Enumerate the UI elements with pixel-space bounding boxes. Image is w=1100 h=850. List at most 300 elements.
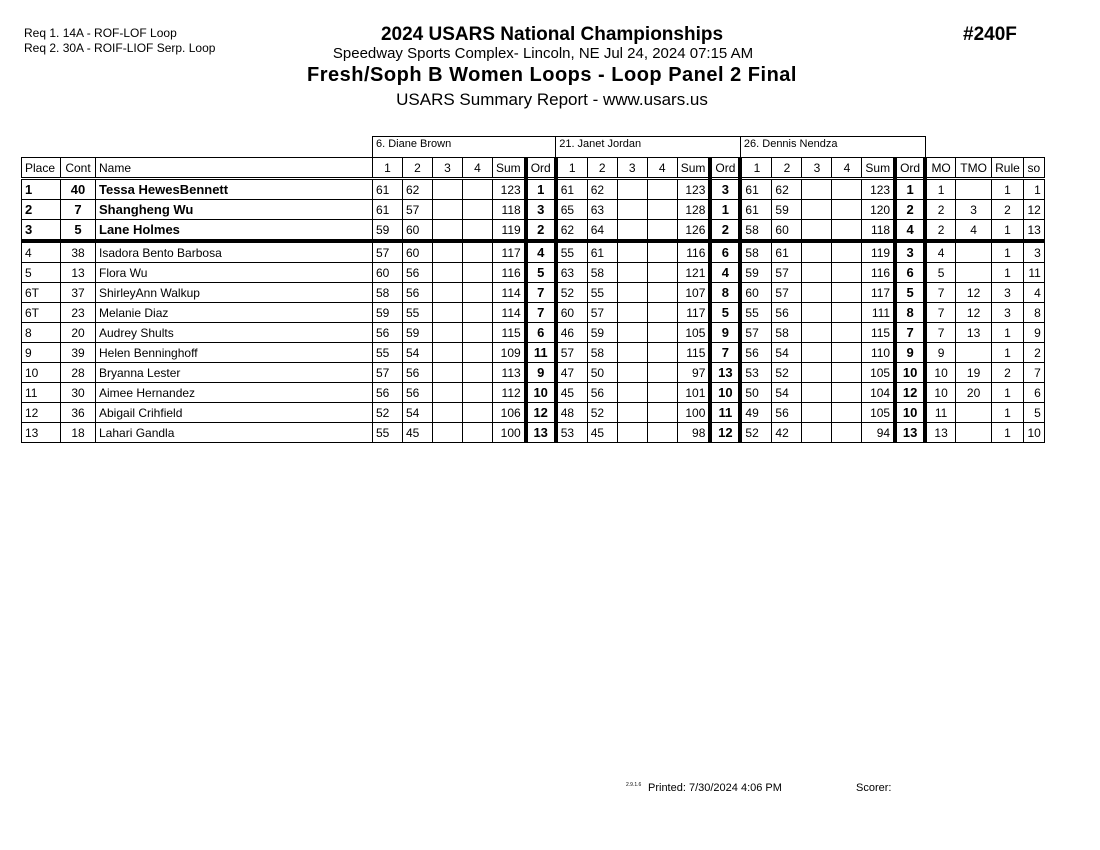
place-cell: 5	[22, 263, 61, 283]
judge-2-score-1: 52	[556, 283, 588, 303]
table-row	[22, 303, 1045, 323]
rule-cell: 3	[992, 283, 1024, 303]
place-cell: 10	[22, 363, 61, 383]
tmo-cell	[956, 263, 992, 283]
judge-3-sum: 117	[862, 283, 895, 303]
judge-3-score-4	[832, 241, 862, 263]
judge-3-score-3	[802, 241, 832, 263]
judge-3-ordinal: 10	[895, 403, 925, 423]
rule-cell: 1	[992, 323, 1024, 343]
judge-1-score-2: 56	[403, 283, 433, 303]
blank-cell	[22, 137, 373, 158]
col-j3-s3: 3	[802, 158, 832, 179]
cont-cell: 5	[61, 220, 96, 242]
rule-cell: 3	[992, 303, 1024, 323]
judge-3-score-2: 54	[772, 383, 802, 403]
printed-timestamp: Printed: 7/30/2024 4:06 PM	[648, 782, 782, 794]
judge-2-score-1: 60	[556, 303, 588, 323]
judge-1-sum: 114	[493, 283, 526, 303]
judge-2-score-1: 57	[556, 343, 588, 363]
cont-cell: 39	[61, 343, 96, 363]
mo-cell: 2	[925, 200, 956, 220]
judge-2-ordinal: 10	[710, 383, 740, 403]
judge-2-score-3	[617, 200, 647, 220]
judge-3-score-4	[832, 363, 862, 383]
judge-1-score-2: 54	[403, 403, 433, 423]
cont-cell: 38	[61, 241, 96, 263]
cont-cell: 40	[61, 179, 96, 200]
judge-2-score-2: 52	[587, 403, 617, 423]
judge-2-score-1: 65	[556, 200, 588, 220]
name-cell: Melanie Diaz	[96, 303, 373, 323]
table-row	[22, 179, 1045, 200]
judge-3-ordinal: 5	[895, 283, 925, 303]
judge-3-score-2: 58	[772, 323, 802, 343]
judge-1-score-1: 56	[373, 323, 403, 343]
judge-1-sum: 117	[493, 241, 526, 263]
judge-2-score-4	[647, 283, 677, 303]
judge-2-sum: 117	[677, 303, 710, 323]
tmo-cell: 4	[956, 220, 992, 242]
judge-3-ordinal: 2	[895, 200, 925, 220]
rule-cell: 1	[992, 220, 1024, 242]
judge-1-sum: 106	[493, 403, 526, 423]
judge-1-score-4	[463, 241, 493, 263]
judge-2-score-2: 50	[587, 363, 617, 383]
col-j3-ord: Ord	[895, 158, 925, 179]
judge-2-score-3	[617, 323, 647, 343]
page-title: 2024 USARS National Championships	[380, 24, 724, 45]
mo-cell: 7	[925, 303, 956, 323]
judge-3-score-4	[832, 283, 862, 303]
judge-2-sum: 128	[677, 200, 710, 220]
judge-1-score-2: 62	[403, 179, 433, 200]
judge-1-score-1: 55	[373, 343, 403, 363]
judge-3-ordinal: 7	[895, 323, 925, 343]
judge-2-score-3	[617, 241, 647, 263]
judge-3-score-4	[832, 383, 862, 403]
judge-2-sum: 100	[677, 403, 710, 423]
name-cell: Bryanna Lester	[96, 363, 373, 383]
table-row	[22, 403, 1045, 423]
tmo-cell: 12	[956, 283, 992, 303]
col-tmo: TMO	[956, 158, 992, 179]
judge-2-score-1: 62	[556, 220, 588, 242]
judge-1-ordinal: 5	[526, 263, 556, 283]
judge-3-score-1: 60	[740, 283, 772, 303]
judge-3-sum: 116	[862, 263, 895, 283]
tmo-cell	[956, 241, 992, 263]
judge-1-score-4	[463, 283, 493, 303]
so-cell: 7	[1023, 363, 1044, 383]
cont-cell: 7	[61, 200, 96, 220]
tmo-cell	[956, 423, 992, 443]
judge-1-sum: 114	[493, 303, 526, 323]
judge-2-ordinal: 13	[710, 363, 740, 383]
judge-1-score-1: 56	[373, 383, 403, 403]
col-rule: Rule	[992, 158, 1024, 179]
judge-1-score-2: 60	[403, 220, 433, 242]
place-cell: 8	[22, 323, 61, 343]
judge-3-score-2: 60	[772, 220, 802, 242]
so-cell: 4	[1023, 283, 1044, 303]
name-cell: Tessa HewesBennett	[96, 179, 373, 200]
judge-3-score-1: 61	[740, 200, 772, 220]
name-cell: Lahari Gandla	[96, 423, 373, 443]
rule-cell: 1	[992, 423, 1024, 443]
judge-1-score-3	[433, 220, 463, 242]
tmo-cell	[956, 179, 992, 200]
judge-3-name: 26. Dennis Nendza	[740, 137, 925, 158]
judge-1-score-1: 55	[373, 423, 403, 443]
judge-2-score-3	[617, 423, 647, 443]
place-cell: 4	[22, 241, 61, 263]
judge-3-sum: 118	[862, 220, 895, 242]
name-cell: Aimee Hernandez	[96, 383, 373, 403]
judge-header-row	[22, 137, 1045, 158]
judge-1-score-3	[433, 363, 463, 383]
judge-1-score-2: 45	[403, 423, 433, 443]
judge-3-score-3	[802, 343, 832, 363]
judge-3-sum: 123	[862, 179, 895, 200]
table-row	[22, 323, 1045, 343]
table-row	[22, 283, 1045, 303]
place-cell: 3	[22, 220, 61, 242]
judge-3-ordinal: 1	[895, 179, 925, 200]
tmo-cell	[956, 343, 992, 363]
col-j3-s2: 2	[772, 158, 802, 179]
judge-2-score-2: 55	[587, 283, 617, 303]
judge-2-sum: 123	[677, 179, 710, 200]
judge-3-score-1: 58	[740, 220, 772, 242]
so-cell: 13	[1023, 220, 1044, 242]
judge-2-score-4	[647, 383, 677, 403]
name-cell: Audrey Shults	[96, 323, 373, 343]
judge-3-score-4	[832, 263, 862, 283]
judge-2-score-3	[617, 179, 647, 200]
judge-2-score-3	[617, 343, 647, 363]
judge-1-ordinal: 7	[526, 303, 556, 323]
results-table	[21, 136, 1045, 443]
table-row	[22, 423, 1045, 443]
rule-cell: 1	[992, 343, 1024, 363]
mo-cell: 9	[925, 343, 956, 363]
judge-1-ordinal: 9	[526, 363, 556, 383]
so-cell: 11	[1023, 263, 1044, 283]
table-row	[22, 263, 1045, 283]
judge-2-score-2: 61	[587, 241, 617, 263]
judge-2-score-1: 61	[556, 179, 588, 200]
report-subtitle: USARS Summary Report - www.usars.us	[396, 90, 708, 109]
mo-cell: 10	[925, 363, 956, 383]
col-j2-s4: 4	[647, 158, 677, 179]
judge-1-score-1: 59	[373, 303, 403, 323]
judge-2-score-2: 62	[587, 179, 617, 200]
judge-1-score-2: 59	[403, 323, 433, 343]
judge-3-score-4	[832, 303, 862, 323]
judge-3-score-4	[832, 323, 862, 343]
judge-1-score-3	[433, 423, 463, 443]
col-name: Name	[96, 158, 373, 179]
mo-cell: 10	[925, 383, 956, 403]
judge-1-ordinal: 6	[526, 323, 556, 343]
judge-3-sum: 119	[862, 241, 895, 263]
judge-2-score-3	[617, 303, 647, 323]
judge-3-score-2: 62	[772, 179, 802, 200]
place-cell: 12	[22, 403, 61, 423]
col-j1-s4: 4	[463, 158, 493, 179]
col-j1-s3: 3	[433, 158, 463, 179]
judge-2-ordinal: 12	[710, 423, 740, 443]
judge-3-sum: 120	[862, 200, 895, 220]
judge-1-score-1: 61	[373, 179, 403, 200]
place-cell: 6T	[22, 283, 61, 303]
mo-cell: 5	[925, 263, 956, 283]
judge-3-score-2: 59	[772, 200, 802, 220]
mo-cell: 2	[925, 220, 956, 242]
judge-3-score-1: 55	[740, 303, 772, 323]
judge-1-ordinal: 1	[526, 179, 556, 200]
table-row	[22, 343, 1045, 363]
judge-1-name: 6. Diane Brown	[373, 137, 556, 158]
judge-1-score-3	[433, 343, 463, 363]
judge-1-score-4	[463, 403, 493, 423]
col-j3-s4: 4	[832, 158, 862, 179]
judge-1-ordinal: 13	[526, 423, 556, 443]
judge-3-score-1: 53	[740, 363, 772, 383]
cont-cell: 18	[61, 423, 96, 443]
judge-1-score-1: 59	[373, 220, 403, 242]
judge-3-score-4	[832, 343, 862, 363]
col-place: Place	[22, 158, 61, 179]
judge-3-score-3	[802, 323, 832, 343]
judge-2-score-1: 47	[556, 363, 588, 383]
table-row	[22, 241, 1045, 263]
judge-2-sum: 107	[677, 283, 710, 303]
name-cell: Shangheng Wu	[96, 200, 373, 220]
judge-2-score-4	[647, 200, 677, 220]
judge-1-score-2: 56	[403, 383, 433, 403]
mo-cell: 1	[925, 179, 956, 200]
col-j1-s2: 2	[403, 158, 433, 179]
judge-2-score-4	[647, 263, 677, 283]
judge-3-score-3	[802, 220, 832, 242]
judge-2-score-3	[617, 220, 647, 242]
judge-2-score-2: 58	[587, 263, 617, 283]
judge-1-score-2: 56	[403, 263, 433, 283]
judge-2-ordinal: 6	[710, 241, 740, 263]
judge-1-sum: 116	[493, 263, 526, 283]
judge-2-score-4	[647, 303, 677, 323]
judge-2-ordinal: 1	[710, 200, 740, 220]
judge-3-ordinal: 13	[895, 423, 925, 443]
place-cell: 1	[22, 179, 61, 200]
judge-1-score-2: 56	[403, 363, 433, 383]
judge-3-score-4	[832, 220, 862, 242]
judge-1-score-3	[433, 179, 463, 200]
judge-1-ordinal: 4	[526, 241, 556, 263]
judge-3-score-1: 59	[740, 263, 772, 283]
judge-3-score-3	[802, 179, 832, 200]
judge-1-score-2: 60	[403, 241, 433, 263]
table-row	[22, 220, 1045, 242]
cont-cell: 28	[61, 363, 96, 383]
blank-cell	[925, 137, 1044, 158]
judge-2-score-1: 46	[556, 323, 588, 343]
judge-1-score-3	[433, 241, 463, 263]
judge-2-score-3	[617, 283, 647, 303]
place-cell: 13	[22, 423, 61, 443]
judge-3-score-1: 56	[740, 343, 772, 363]
name-cell: Lane Holmes	[96, 220, 373, 242]
judge-1-score-4	[463, 200, 493, 220]
judge-2-score-4	[647, 343, 677, 363]
judge-3-score-2: 57	[772, 263, 802, 283]
col-j2-s2: 2	[587, 158, 617, 179]
judge-2-score-1: 63	[556, 263, 588, 283]
judge-1-score-4	[463, 383, 493, 403]
judge-2-score-1: 55	[556, 241, 588, 263]
col-mo: MO	[925, 158, 956, 179]
judge-2-sum: 98	[677, 423, 710, 443]
judge-1-ordinal: 3	[526, 200, 556, 220]
judge-2-score-2: 58	[587, 343, 617, 363]
judge-1-score-2: 57	[403, 200, 433, 220]
place-cell: 6T	[22, 303, 61, 323]
judge-3-ordinal: 9	[895, 343, 925, 363]
judge-3-score-2: 56	[772, 303, 802, 323]
judge-1-score-3	[433, 200, 463, 220]
judge-2-sum: 115	[677, 343, 710, 363]
judge-2-score-4	[647, 323, 677, 343]
judge-2-score-2: 64	[587, 220, 617, 242]
judge-3-score-1: 49	[740, 403, 772, 423]
judge-3-score-1: 50	[740, 383, 772, 403]
judge-1-score-4	[463, 423, 493, 443]
judge-1-sum: 109	[493, 343, 526, 363]
judge-1-ordinal: 7	[526, 283, 556, 303]
cont-cell: 20	[61, 323, 96, 343]
place-cell: 9	[22, 343, 61, 363]
judge-1-score-1: 57	[373, 241, 403, 263]
col-j3-s1: 1	[740, 158, 772, 179]
judge-1-sum: 112	[493, 383, 526, 403]
judge-1-sum: 113	[493, 363, 526, 383]
judge-3-score-2: 54	[772, 343, 802, 363]
judge-3-score-3	[802, 303, 832, 323]
judge-3-sum: 105	[862, 403, 895, 423]
judge-2-ordinal: 9	[710, 323, 740, 343]
rule-cell: 1	[992, 179, 1024, 200]
judge-2-score-2: 57	[587, 303, 617, 323]
cont-cell: 23	[61, 303, 96, 323]
col-j1-ord: Ord	[526, 158, 556, 179]
judge-1-score-3	[433, 323, 463, 343]
judge-1-score-4	[463, 220, 493, 242]
judge-1-sum: 100	[493, 423, 526, 443]
judge-2-sum: 126	[677, 220, 710, 242]
rule-cell: 2	[992, 200, 1024, 220]
judge-1-score-1: 58	[373, 283, 403, 303]
judge-2-score-3	[617, 263, 647, 283]
judge-2-sum: 116	[677, 241, 710, 263]
judge-2-score-4	[647, 220, 677, 242]
judge-2-score-4	[647, 403, 677, 423]
col-j1-s1: 1	[373, 158, 403, 179]
mo-cell: 7	[925, 323, 956, 343]
name-cell: ShirleyAnn Walkup	[96, 283, 373, 303]
judge-3-score-3	[802, 423, 832, 443]
judge-1-score-1: 60	[373, 263, 403, 283]
judge-3-score-4	[832, 179, 862, 200]
cont-cell: 36	[61, 403, 96, 423]
judge-2-ordinal: 11	[710, 403, 740, 423]
judge-3-score-2: 57	[772, 283, 802, 303]
tmo-cell: 13	[956, 323, 992, 343]
requirement-1: Req 1. 14A - ROF-LOF Loop	[24, 26, 177, 40]
rule-cell: 1	[992, 383, 1024, 403]
judge-2-score-2: 63	[587, 200, 617, 220]
rule-cell: 1	[992, 241, 1024, 263]
judge-2-score-1: 45	[556, 383, 588, 403]
judge-3-sum: 104	[862, 383, 895, 403]
tmo-cell: 3	[956, 200, 992, 220]
judge-3-score-1: 57	[740, 323, 772, 343]
col-j2-ord: Ord	[710, 158, 740, 179]
tmo-cell: 12	[956, 303, 992, 323]
judge-2-score-2: 45	[587, 423, 617, 443]
judge-3-sum: 110	[862, 343, 895, 363]
name-cell: Isadora Bento Barbosa	[96, 241, 373, 263]
name-cell: Abigail Crihfield	[96, 403, 373, 423]
judge-3-sum: 111	[862, 303, 895, 323]
judge-3-ordinal: 4	[895, 220, 925, 242]
table-row	[22, 200, 1045, 220]
judge-2-score-2: 56	[587, 383, 617, 403]
so-cell: 1	[1023, 179, 1044, 200]
judge-3-sum: 105	[862, 363, 895, 383]
judge-1-sum: 119	[493, 220, 526, 242]
table-row	[22, 363, 1045, 383]
judge-2-score-3	[617, 403, 647, 423]
so-cell: 8	[1023, 303, 1044, 323]
judge-3-score-3	[802, 200, 832, 220]
judge-1-score-2: 54	[403, 343, 433, 363]
judge-2-score-2: 59	[587, 323, 617, 343]
judge-3-score-3	[802, 383, 832, 403]
scorer-label: Scorer:	[856, 782, 892, 794]
mo-cell: 7	[925, 283, 956, 303]
judge-1-ordinal: 12	[526, 403, 556, 423]
judge-1-score-3	[433, 303, 463, 323]
so-cell: 2	[1023, 343, 1044, 363]
venue-date: Speedway Sports Complex- Lincoln, NE Jul 24, 2024 07:15 AM	[332, 45, 754, 62]
judge-3-score-4	[832, 423, 862, 443]
table-row	[22, 383, 1045, 403]
so-cell: 6	[1023, 383, 1044, 403]
event-title: Fresh/Soph B Women Loops - Loop Panel 2 Final	[307, 64, 797, 86]
col-so: so	[1023, 158, 1044, 179]
judge-3-score-2: 61	[772, 241, 802, 263]
judge-3-ordinal: 8	[895, 303, 925, 323]
col-j2-s1: 1	[556, 158, 588, 179]
judge-2-sum: 97	[677, 363, 710, 383]
judge-1-score-4	[463, 363, 493, 383]
judge-1-score-3	[433, 383, 463, 403]
requirement-2: Req 2. 30A - ROIF-LIOF Serp. Loop	[24, 41, 216, 55]
judge-1-score-4	[463, 343, 493, 363]
judge-1-score-4	[463, 323, 493, 343]
